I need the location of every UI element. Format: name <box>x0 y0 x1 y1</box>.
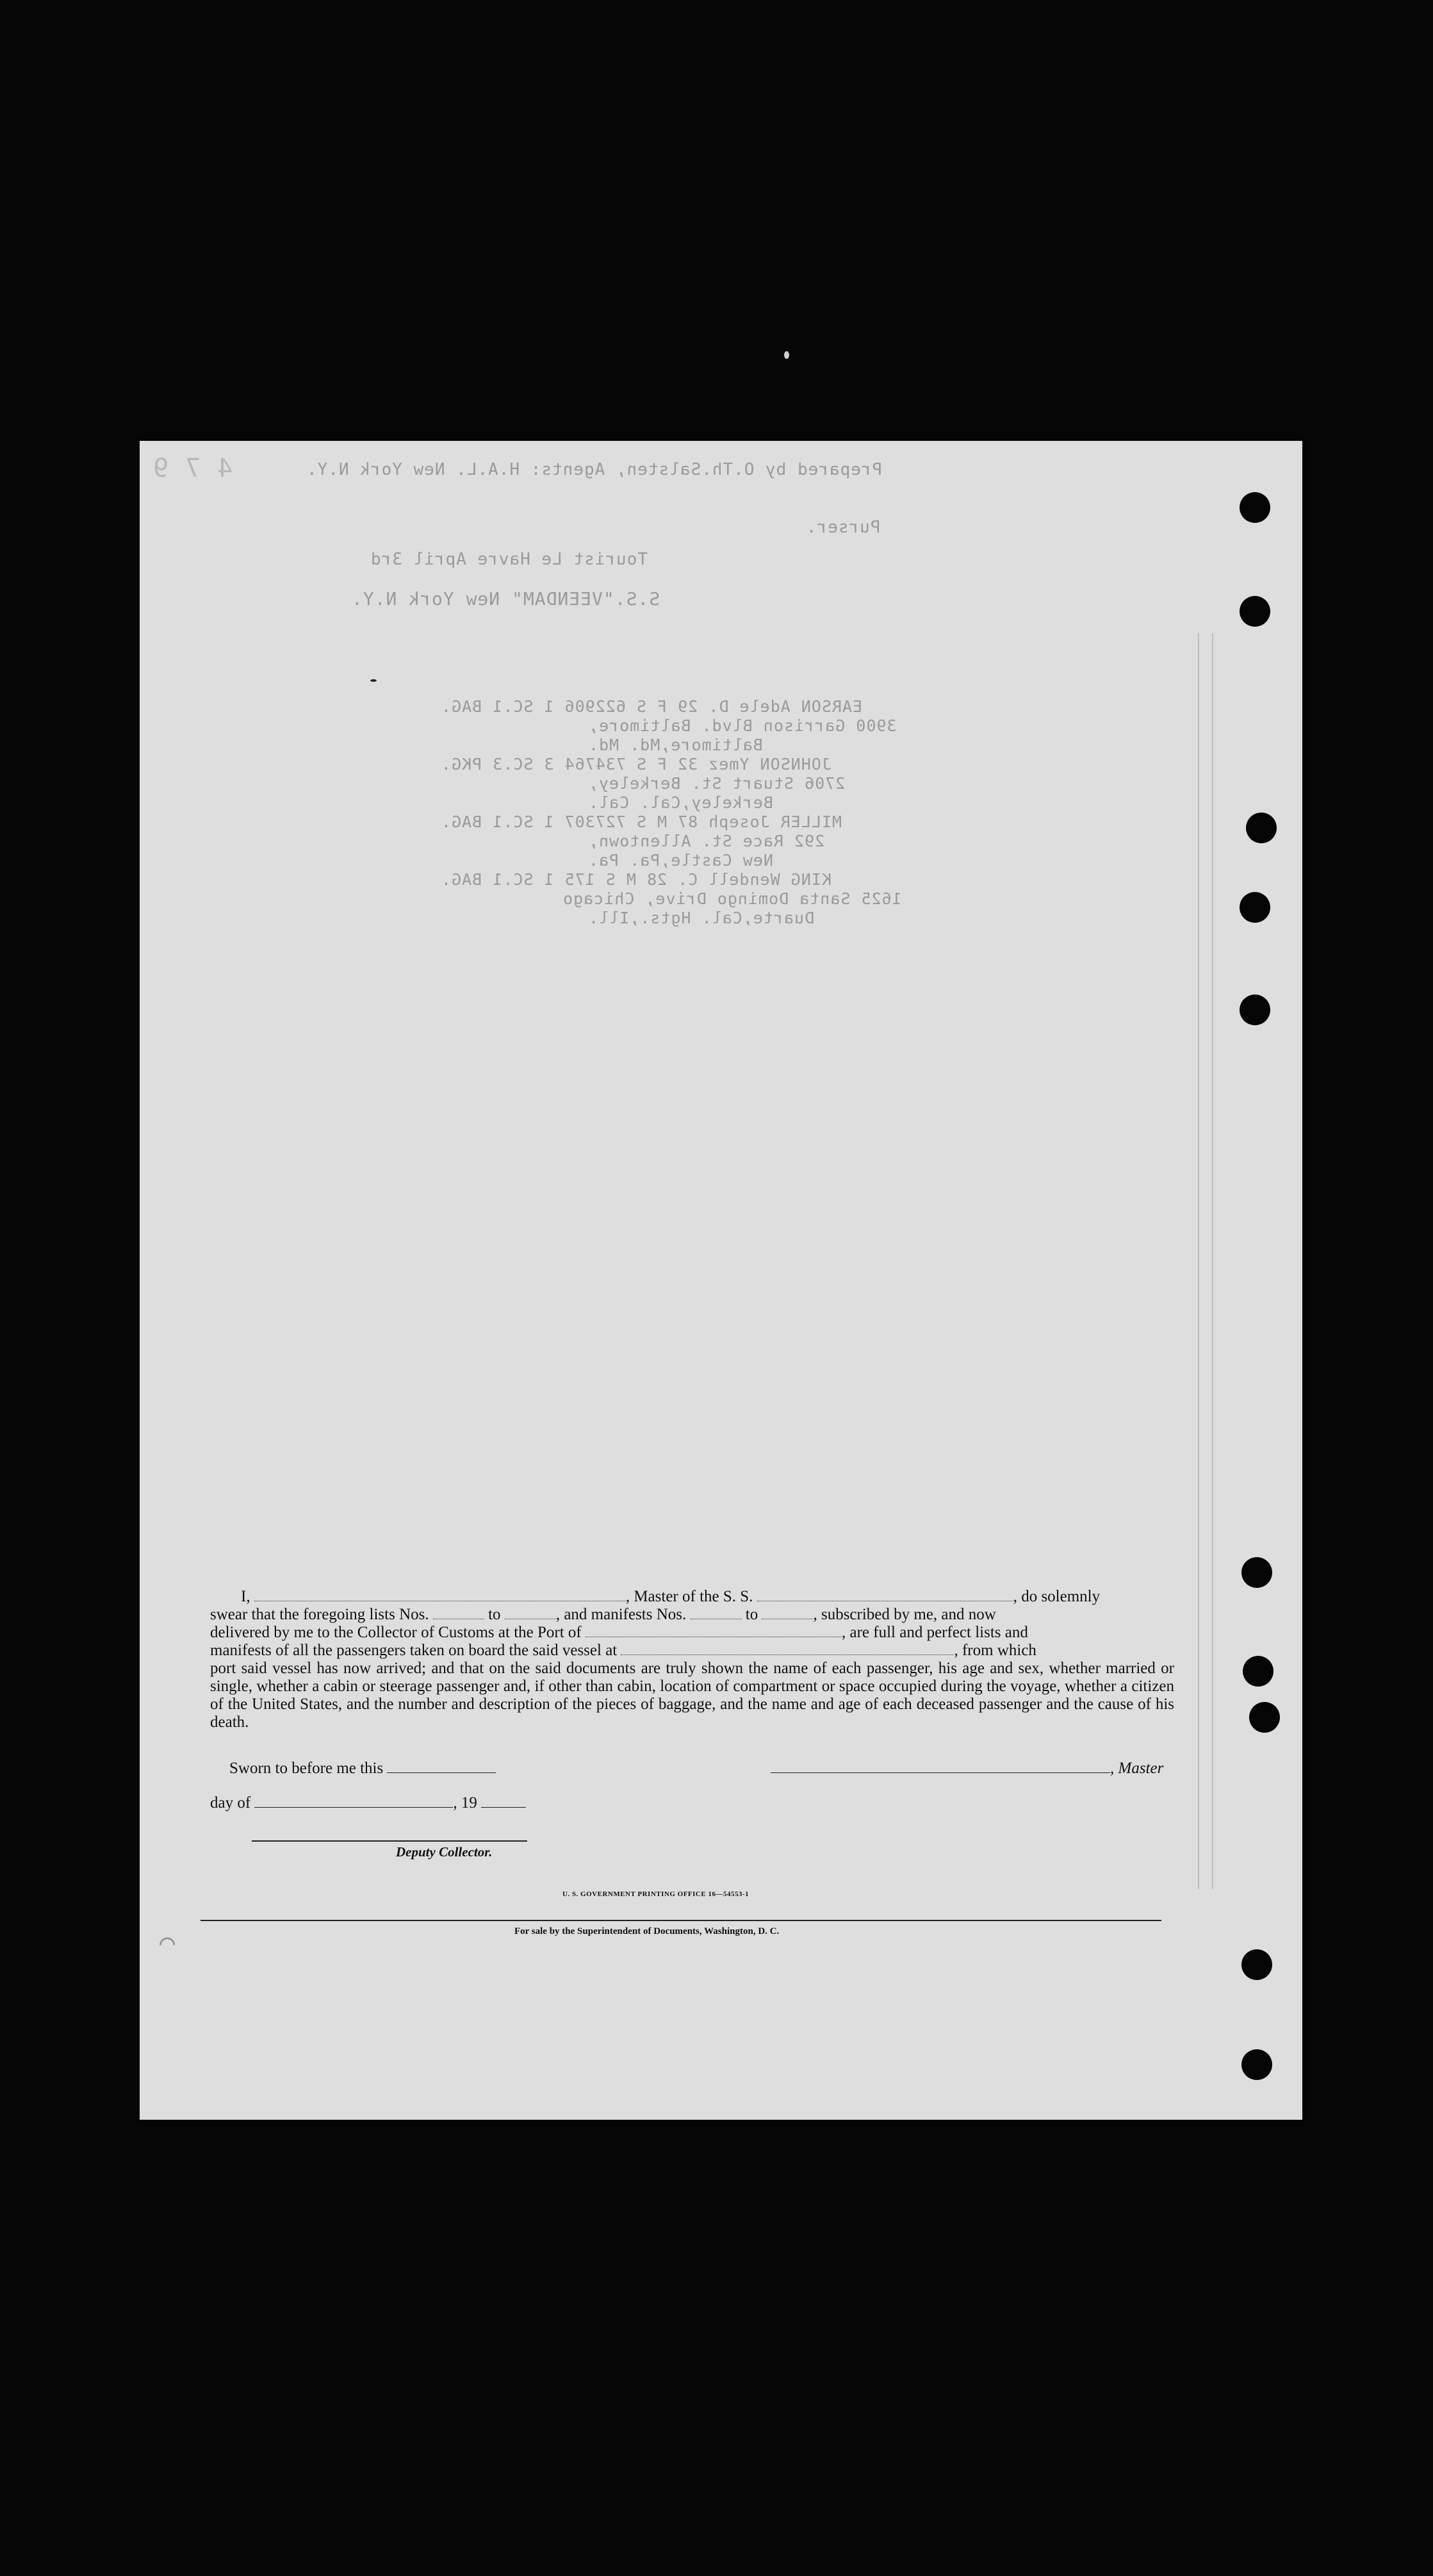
ghost-page-number: 4 7 9 <box>152 454 233 483</box>
ship-name-blank[interactable] <box>757 1589 1013 1601</box>
ghost-column-line <box>1212 633 1213 1889</box>
bleed-entry-4-line3: Duarte,Cal. Hgts.,Ill. <box>588 909 815 927</box>
sworn-row <box>229 1760 496 1778</box>
oath-text: , are full and perfect lists and <box>842 1624 1028 1641</box>
deputy-signature-line[interactable] <box>252 1840 527 1842</box>
footer-rule <box>201 1920 1161 1921</box>
binding-hole <box>1240 995 1270 1025</box>
oath-text: , do solemnly <box>1013 1588 1101 1605</box>
oath-text: , subscribed by me, and now <box>813 1606 996 1623</box>
master-label: , Master <box>1110 1760 1164 1777</box>
binding-hole <box>1241 1557 1272 1588</box>
bleed-header-line3: Tourist Le Havre April 3rd <box>370 550 648 569</box>
dust-speck <box>784 351 789 359</box>
bleed-entry-2-line3: Berkeley,Cal. Cal. <box>588 793 773 812</box>
name-blank[interactable] <box>254 1589 626 1601</box>
bleed-header-line1: Prepared by O.Th.Salsten, Agents: H.A.L. New York N.Y. <box>306 460 883 479</box>
day-line[interactable] <box>254 1796 453 1808</box>
year-line[interactable] <box>481 1796 526 1808</box>
manifest-from-blank[interactable] <box>691 1607 742 1619</box>
day-row <box>210 1794 526 1812</box>
binding-hole <box>1246 813 1277 843</box>
bleed-entry-2-line2: 2706 Stuart St. Berkeley, <box>588 774 846 793</box>
list-from-blank[interactable] <box>433 1607 484 1619</box>
for-sale-line: For sale by the Superintendent of Documents, Washington, D. C. <box>514 1926 780 1936</box>
ghost-column-line <box>1198 633 1199 1889</box>
bleed-entry-3-line3: New Castle,Pa. Pa. <box>588 851 773 870</box>
bleed-entry-4-line1: KING Wendell C. 28 M S 175 1 SC.1 BAG. <box>441 870 831 889</box>
bleed-entry-4-line2: 1625 Santa Domingo Drive, Chicago <box>562 889 902 908</box>
day-of-label: day of <box>210 1794 251 1812</box>
binding-hole <box>1240 492 1270 523</box>
manifest-to-blank[interactable] <box>762 1607 813 1619</box>
oath-block <box>210 1588 1174 1731</box>
pencil-tick <box>370 679 377 682</box>
oath-text: , Master of the S. S. <box>625 1588 753 1605</box>
printing-office-line: U. S. GOVERNMENT PRINTING OFFICE 16—54553-1 <box>562 1890 749 1898</box>
binding-hole <box>1249 1702 1280 1733</box>
bleed-entry-1-line1: EARSON Adele D. 29 F S 622906 1 SC.1 BAG. <box>441 697 863 716</box>
oath-text: delivered by me to the Collector of Customs at the Port of <box>210 1624 582 1641</box>
bleed-entry-3-line2: 292 Race St. Allentown, <box>588 832 825 850</box>
binding-hole <box>1241 1949 1272 1980</box>
oath-text: to <box>488 1606 501 1623</box>
bleed-entry-2-line1: JOHNSON Ymez 32 F S 734764 3 SC.3 PKG. <box>441 755 831 773</box>
bleed-header-line2: Purser. <box>806 518 881 537</box>
oath-text: , from which <box>954 1642 1036 1659</box>
oath-text: to <box>745 1606 758 1623</box>
oath-text: , and manifests Nos. <box>555 1606 687 1623</box>
master-row <box>771 1760 1163 1778</box>
oath-body: port said vessel has now arrived; and that on the said documents are truly shown the name of each passenger, his age and sex, whether married or single, whether a cabin or steerage passenger and, if other than cabin, location of compartment or space occupied during the voyage, whether a citizen of the United States, and the number and description of the pieces of baggage, and the name and age of each deceased passenger and the cause of his death. <box>210 1660 1174 1731</box>
bleed-entry-1-line3: Baltimore,Md. Md. <box>588 736 763 754</box>
vessel-port-blank[interactable] <box>621 1643 954 1655</box>
deputy-collector-label: Deputy Collector. <box>396 1844 493 1860</box>
list-to-blank[interactable] <box>505 1607 556 1619</box>
pencil-mark: ⌒ <box>159 1928 176 1957</box>
oath-text: manifests of all the passengers taken on board the said vessel at <box>210 1642 618 1659</box>
oath-text: I, <box>241 1588 250 1605</box>
binding-hole <box>1241 2049 1272 2080</box>
master-signature-line[interactable] <box>771 1761 1110 1773</box>
binding-hole <box>1240 892 1270 923</box>
year-label: , 19 <box>453 1794 477 1812</box>
port-blank[interactable] <box>585 1625 842 1637</box>
document-page <box>140 441 1302 2120</box>
oath-text: swear that the foregoing lists Nos. <box>210 1606 429 1623</box>
binding-hole <box>1243 1656 1273 1687</box>
bleed-header-line4: S.S."VEENDAM" New York N.Y. <box>351 588 660 609</box>
sworn-date-line[interactable] <box>387 1761 496 1773</box>
bleed-entry-3-line1: MILLER Joseph 87 M S 727307 1 SC.1 BAG. <box>441 813 842 831</box>
binding-hole <box>1240 596 1270 627</box>
bleed-entry-1-line2: 3900 Garrison Blvd. Baltimore, <box>588 716 897 735</box>
sworn-label: Sworn to before me this <box>229 1760 384 1777</box>
